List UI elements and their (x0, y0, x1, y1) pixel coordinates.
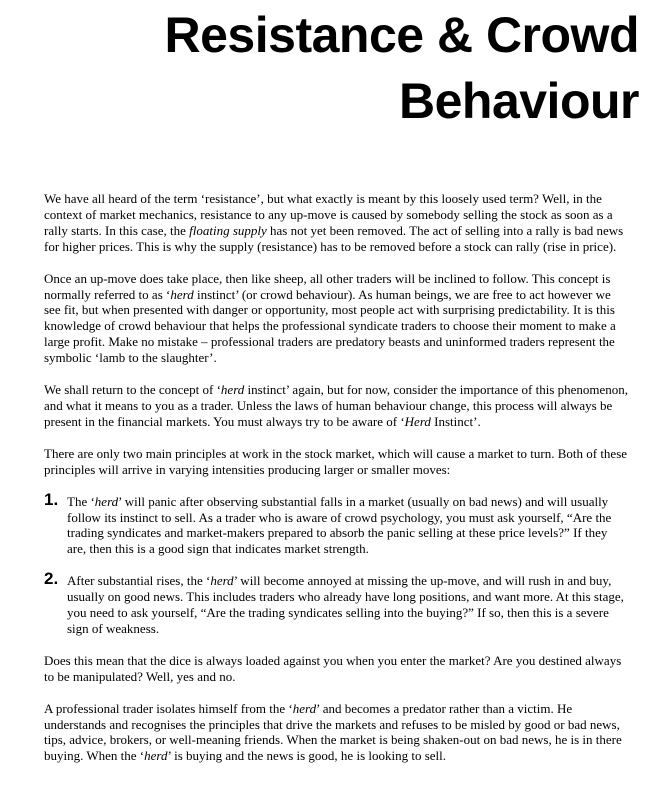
text: ’ is buying and the news is good, he is looking to sell. (167, 748, 447, 764)
text: has not yet been removed. The act of selling into a rally is bad news for higher prices. This is why the supply (resistance) has to be removed before a stock can rally (rise in price). (44, 222, 624, 254)
paragraph-herd-instinct (44, 271, 629, 366)
paragraph-professional-trader (44, 701, 629, 765)
emphasis: herd (94, 493, 119, 509)
emphasis: herd (292, 700, 317, 716)
text: The ‘ (67, 493, 95, 509)
emphasis: herd (210, 573, 234, 589)
title-line-2: Behaviour (398, 73, 639, 129)
emphasis: herd (144, 748, 168, 764)
emphasis: herd (220, 382, 245, 398)
list-item-2 (44, 569, 629, 637)
document-body (44, 191, 629, 780)
text: Instinct’. (430, 413, 481, 429)
list-number: 1. (44, 489, 59, 509)
paragraph-resistance-definition (44, 191, 629, 255)
emphasis: herd (170, 286, 194, 302)
paragraph-two-principles: There are only two main principles at work in the stock market, which will cause a market to turn. Both of these principles will arrive in varying intensities producing larger or smaller moves: (44, 445, 628, 477)
text: instinct’ again, but for now, consider the importance of this phenomenon, and what it means to you as a trader. Unless the laws of human behaviour change, this process will always be present in the financial markets. You must always try to be aware of ‘ (44, 382, 629, 429)
text: instinct’ (or crowd behaviour). As human beings, we are free to act however we see fit, but when presented with danger or opportunity, most people act with surprising predictability. It is this knowledge of crowd behaviour that helps the professional syndicate traders to choose their moment to make a large profit. Make no mistake – professional traders are predatory beasts and uninformed traders represent the symbolic ‘lamb to the slaughter’. (44, 286, 616, 366)
text: We have all heard of the term ‘resistance’, but what exactly is meant by this loosely used term? Well, in the context of market mechanics, resistance to any up-move is caused by somebody selling the stock as soon as a rally starts. In this case, the (44, 191, 613, 238)
title-line-1: Resistance & Crowd (164, 7, 639, 63)
paragraph-dice-loaded: Does this mean that the dice is always loaded against you when you enter the market? Are you destined always to be manipulated? Well, yes and no. (44, 652, 622, 684)
list-number: 2. (44, 569, 59, 589)
text: ’ will panic after observing substantial falls in a market (usually on bad news) and will usually follow its instinct to sell. As a trader who is aware of crowd psychology, you must ask yourself, “Are the trading syndicates and market-makers prepared to absorb the panic selling at these price levels?” If they are, then this is a good sign that indicates market strength. (67, 493, 612, 557)
paragraph-herd-concept-return (44, 382, 629, 430)
text: After substantial rises, the ‘ (67, 573, 211, 589)
emphasis: Herd (404, 413, 431, 429)
emphasis: floating supply (189, 222, 267, 238)
text: ’ and becomes a predator rather than a victim. He understands and recognises the principles that drive the markets and refuses to be misled by good or bad news, tips, advice, brokers, or well-meaning friends. When the market is being shaken-out on bad news, he is in there buying. When the ‘ (44, 700, 622, 764)
text: We shall return to the concept of ‘ (44, 382, 221, 398)
page-title (165, 2, 639, 134)
list-item-1 (44, 489, 629, 558)
text: ’ will become annoyed at missing the up-move, and will rush in and buy, usually on good news. This includes traders who already have long positions, and want more. At this stage, you need to ask yourself, “Are the trading syndicates selling into the buying?” If so, then this is a severe sign of weakness. (67, 573, 624, 636)
text: Once an up-move does take place, then like sheep, all other traders will be inclined to follow. This concept is normally referred to as ‘ (44, 270, 611, 302)
text: A professional trader isolates himself from the ‘ (44, 700, 293, 716)
